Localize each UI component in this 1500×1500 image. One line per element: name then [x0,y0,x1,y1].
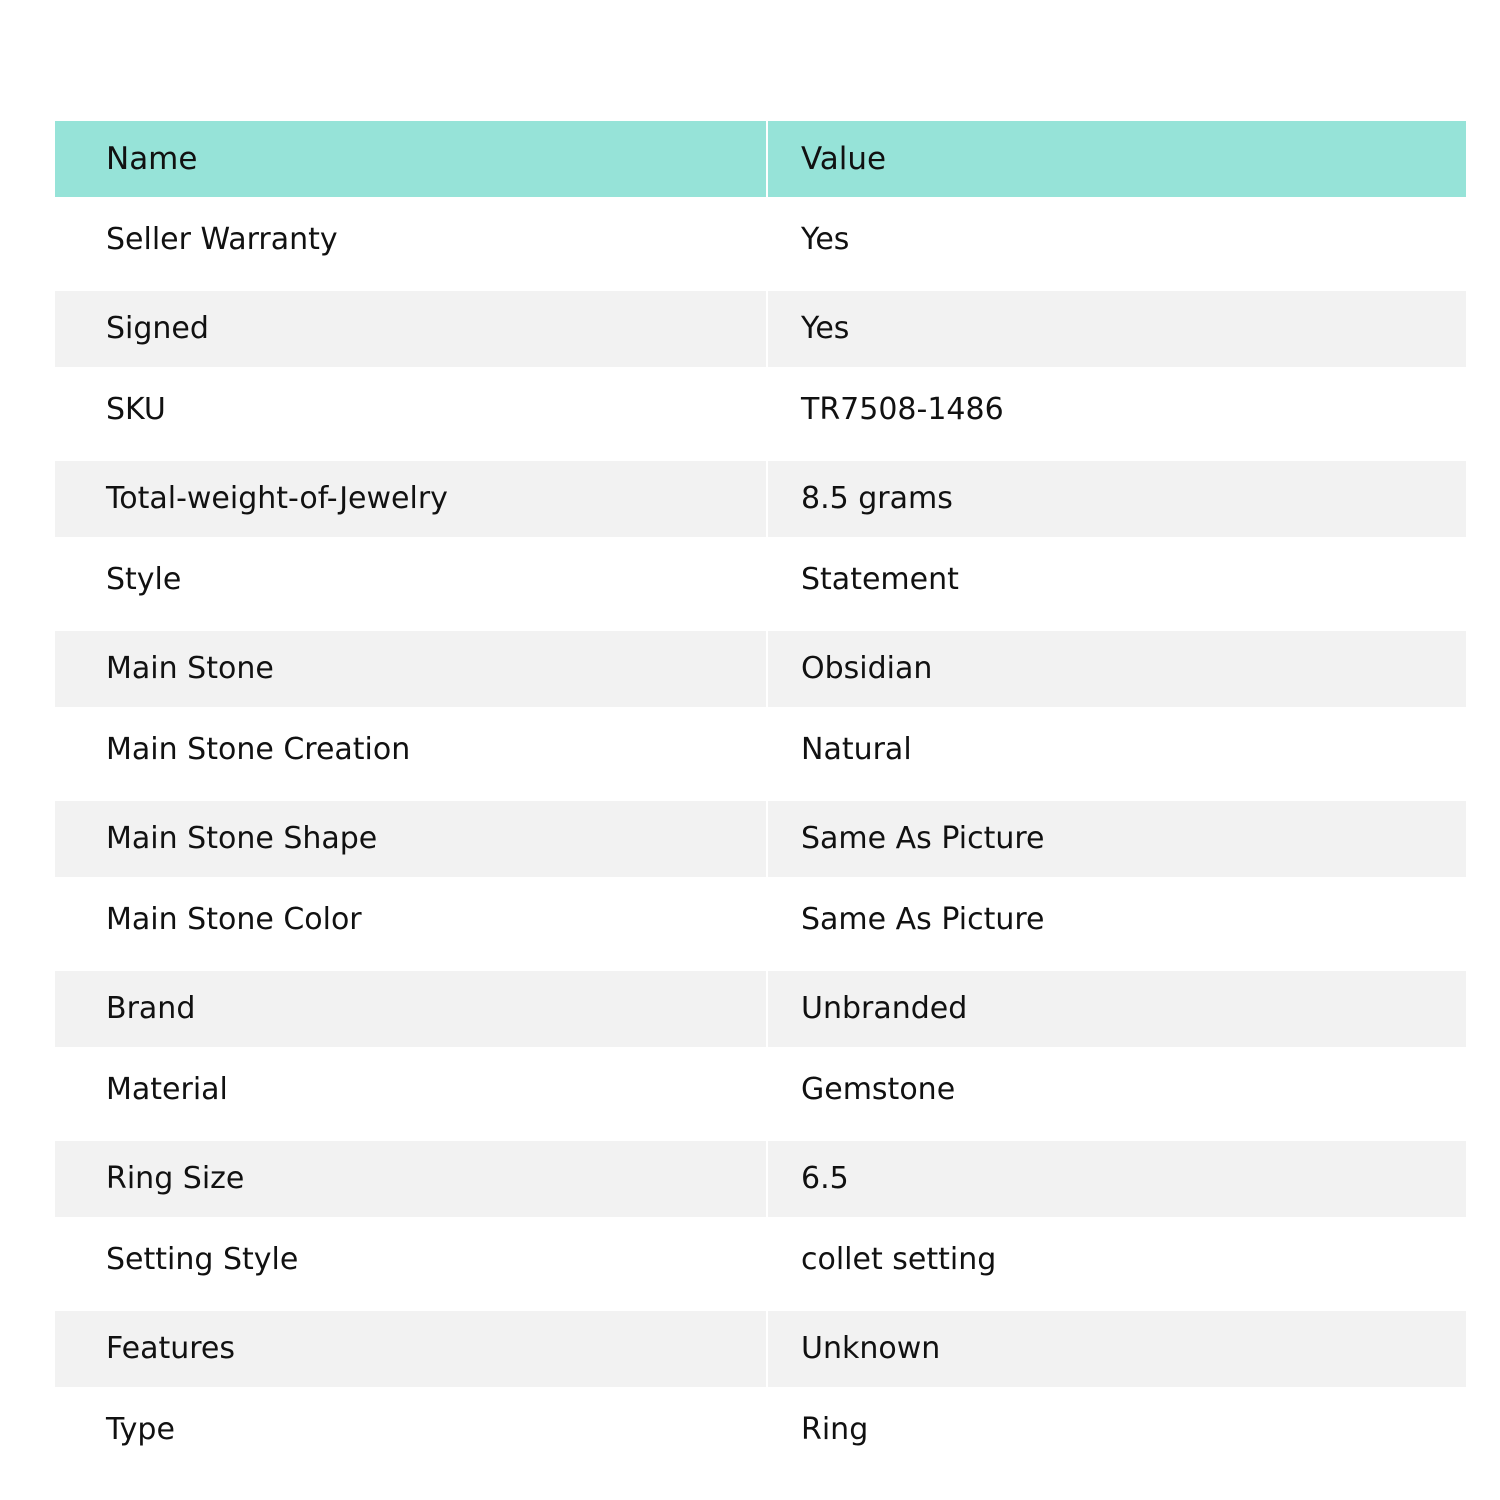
row-name-cell: Setting Style [55,1217,766,1302]
row-value-cell: Obsidian [768,631,1466,707]
row-value-cell: Unbranded [768,971,1466,1047]
header-name-cell: Name [55,121,766,197]
row-value-cell: Same As Picture [768,801,1466,877]
row-name-cell: Main Stone Creation [55,707,766,792]
row-name-cell: Total-weight-of-Jewelry [55,461,766,537]
table-row [55,1302,1466,1387]
table-row [55,367,1466,452]
table-row [55,622,1466,707]
table-row [55,1387,1466,1472]
row-name-cell: Seller Warranty [55,197,766,282]
row-value-cell: Natural [768,707,1466,792]
row-value-cell: TR7508-1486 [768,367,1466,452]
row-name-cell: Style [55,537,766,622]
row-value-cell: Same As Picture [768,877,1466,962]
row-name-cell: Main Stone Shape [55,801,766,877]
row-name-cell: Brand [55,971,766,1047]
header-value-cell: Value [768,121,1466,197]
row-name-cell: Main Stone Color [55,877,766,962]
row-name-cell: SKU [55,367,766,452]
table-header-row [55,121,1466,197]
row-name-cell: Material [55,1047,766,1132]
row-value-cell: Yes [768,197,1466,282]
row-value-cell: 6.5 [768,1141,1466,1217]
table-row [55,877,1466,962]
table-row [55,1132,1466,1217]
spec-table [55,121,1466,1472]
row-name-cell: Signed [55,291,766,367]
row-value-cell: Gemstone [768,1047,1466,1132]
table-row [55,537,1466,622]
row-value-cell: Statement [768,537,1466,622]
row-name-cell: Main Stone [55,631,766,707]
table-row [55,1047,1466,1132]
row-name-cell: Type [55,1387,766,1472]
row-name-cell: Features [55,1311,766,1387]
table-row [55,197,1466,282]
row-value-cell: Ring [768,1387,1466,1472]
table-row [55,707,1466,792]
row-name-cell: Ring Size [55,1141,766,1217]
row-value-cell: 8.5 grams [768,461,1466,537]
table-row [55,452,1466,537]
table-row [55,1217,1466,1302]
table-row [55,792,1466,877]
table-row [55,962,1466,1047]
row-value-cell: Unknown [768,1311,1466,1387]
row-value-cell: collet setting [768,1217,1466,1302]
row-value-cell: Yes [768,291,1466,367]
table-row [55,282,1466,367]
